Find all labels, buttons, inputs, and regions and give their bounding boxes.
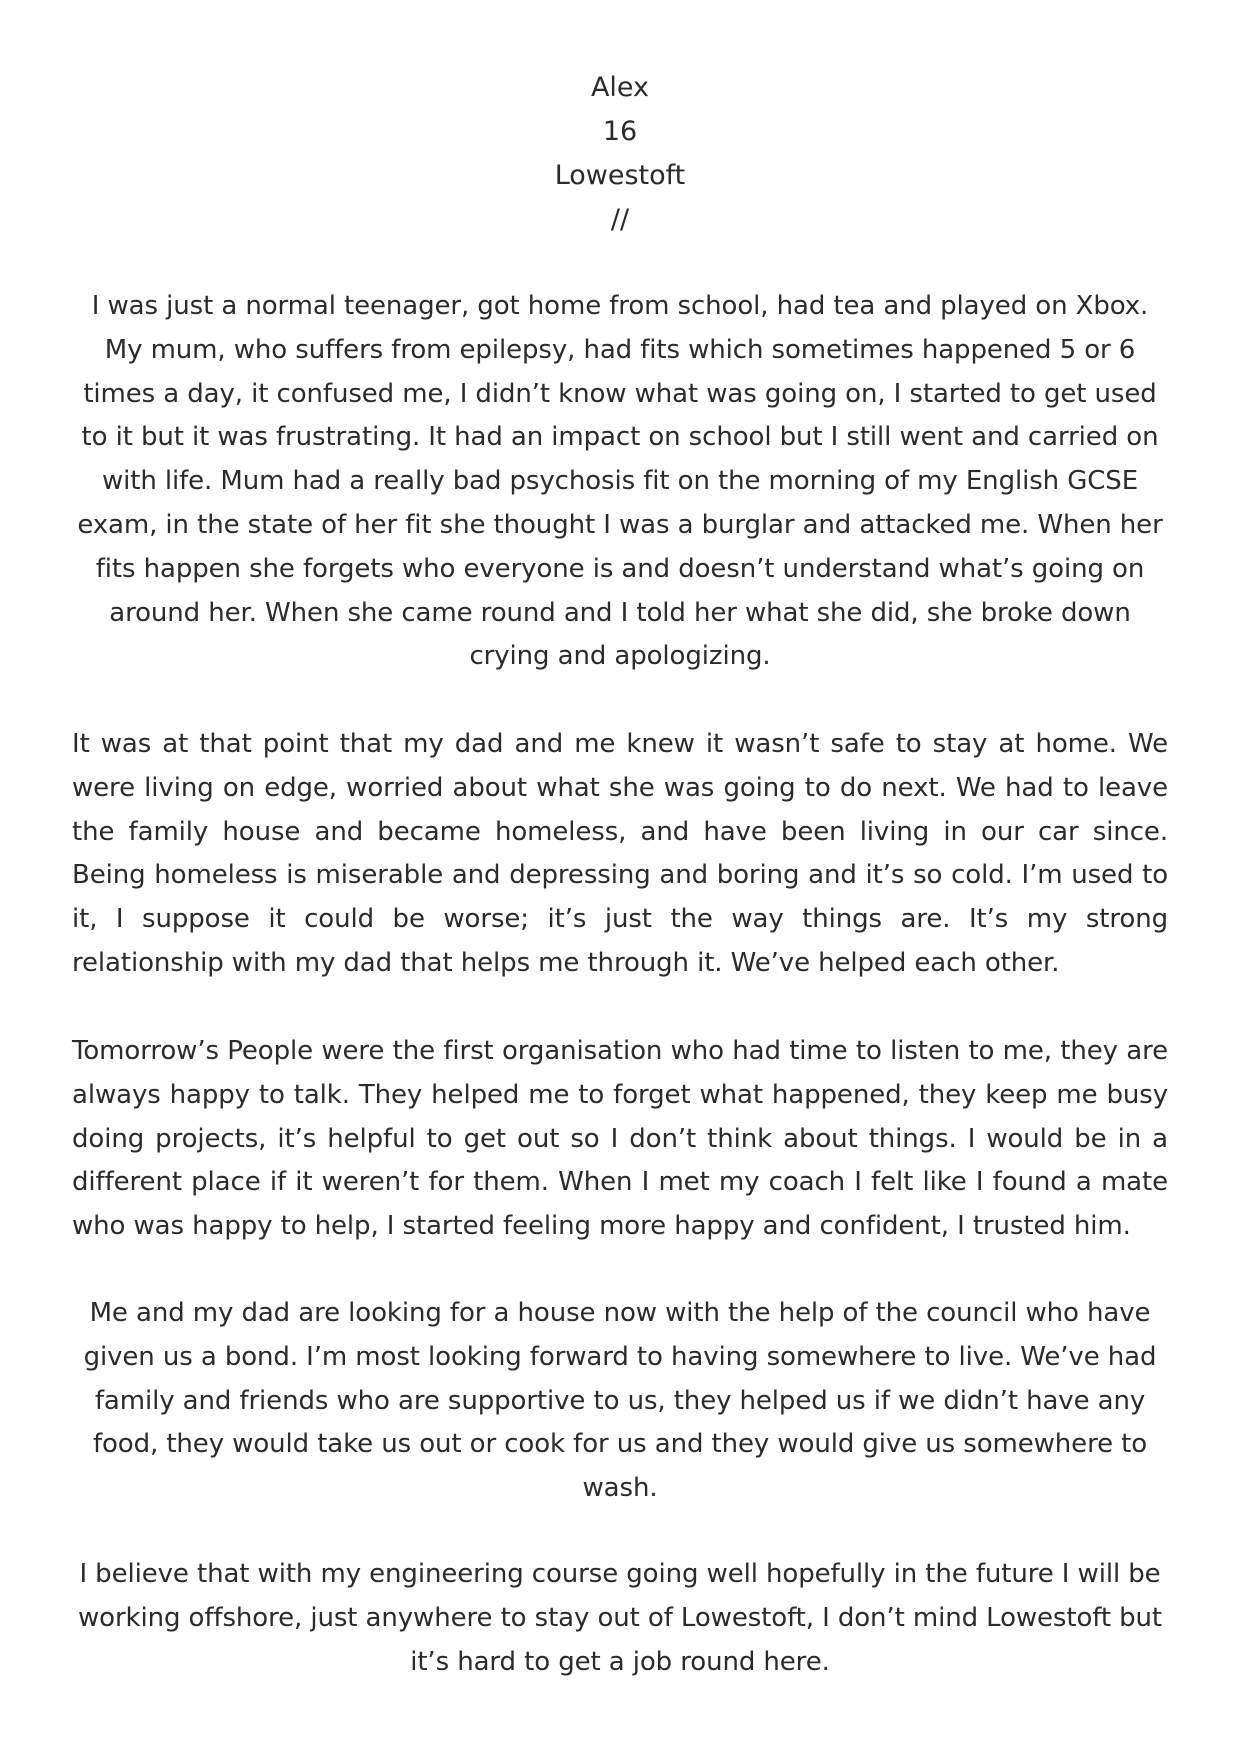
- person-age: 16: [602, 116, 638, 147]
- profile-header: [0, 66, 1240, 242]
- story-paragraph-4: Me and my dad are looking for a house now with the help of the council who have given us a bond. I’m most looking forward to having somewhere to live. We’ve had family and friends who are supportive to us, they helped us if we didn’t have any food, they would take us out or cook for us and they would give us somewhere to wash.: [83, 1298, 1157, 1504]
- person-name: Alex: [590, 72, 650, 103]
- story-paragraph-1: I was just a normal teenager, got home from school, had tea and played on Xbox. My mum, who suffers from epilepsy, had fits which sometimes happened 5 or 6 times a day, it confused me, I didn’t know what was going on, I started to get used to it but it was frustrating. It had an impact on school but I still went and carried on with life. Mum had a really bad psychosis fit on the morning of my English GCSE exam, in the state of her fit she thought I was a burglar and attacked me. When her fits happen she forgets who everyone is and doesn’t understand what’s going on around her. When she came round and I told her what she did, she broke down crying and apologizing.: [77, 291, 1163, 672]
- story-paragraph-5: I believe that with my engineering course going well hopefully in the future I will be working offshore, just anywhere to stay out of Lowestoft, I don’t mind Lowestoft but it’s hard to get a job round here.: [77, 1559, 1163, 1677]
- header-divider: //: [610, 204, 630, 235]
- person-location: Lowestoft: [554, 160, 686, 191]
- story-paragraph-2: It was at that point that my dad and me knew it wasn’t safe to stay at home. We were living on edge, worried about what she was going to do next. We had to leave the family house and became homeless, and have been living in our car since. Being homeless is miserable and depressing and boring and it’s so cold. I’m used to it, I suppose it could be worse; it’s just the way things are. It’s my strong relationship with my dad that helps me through it. We’ve helped each other.: [72, 729, 1168, 978]
- story-paragraph-3: Tomorrow’s People were the first organisation who had time to listen to me, they are always happy to talk. They helped me to forget what happened, they keep me busy doing projects, it’s helpful to get out so I don’t think about things. I would be in a different place if it weren’t for them. When I met my coach I felt like I found a mate who was happy to help, I started feeling more happy and confident, I trusted him.: [72, 1036, 1168, 1242]
